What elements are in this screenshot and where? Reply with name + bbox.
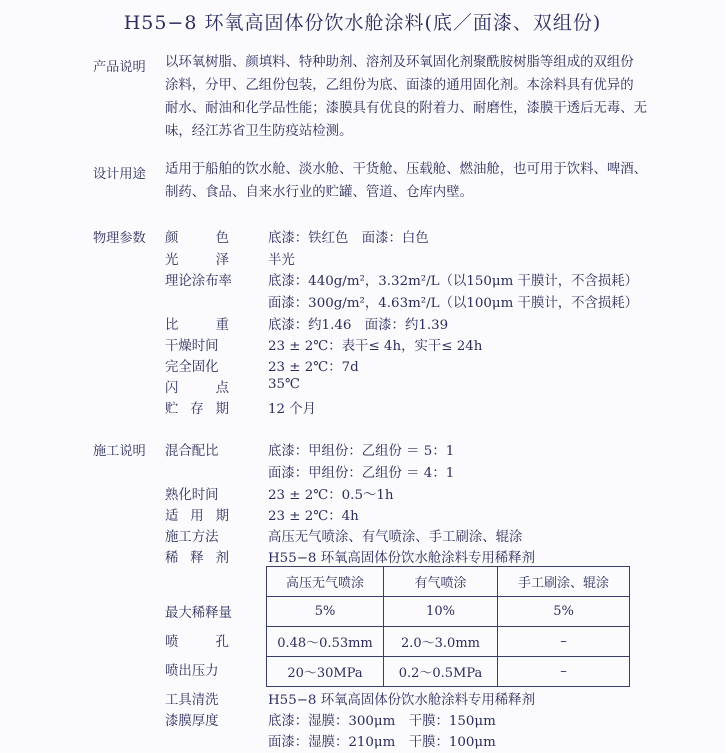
tail-key: 工具清洗 — [165, 693, 219, 708]
table-row — [267, 597, 630, 627]
app-value: 面漆：甲组份：乙组份 ＝ 4：1 — [268, 466, 455, 481]
param-value: 23 ± 2℃：7d — [268, 360, 359, 375]
tail-value: H55−8 环氧高固体份饮水舱涂料专用稀释剂 — [268, 693, 535, 708]
table-header-cell: 有气喷涂 — [384, 567, 498, 597]
table-header-cell: 高压无气喷涂 — [267, 567, 384, 597]
table-cell: 2.0～3.0mm — [384, 627, 498, 657]
table-cell: 5% — [267, 597, 384, 627]
app-value: 高压无气喷涂、有气喷涂、手工刷涂、辊涂 — [268, 530, 523, 545]
app-value: 23 ± 2℃：0.5～1h — [268, 488, 394, 503]
app-value: 底漆：甲组份：乙组份 ＝ 5：1 — [268, 444, 455, 459]
table-header-cell: 手工刷涂、辊涂 — [498, 567, 630, 597]
param-value: 底漆：铁红色 面漆：白色 — [268, 231, 429, 246]
app-key: 施工方法 — [165, 530, 219, 545]
param-value: 面漆：300g/m²，4.63m²/L（以100μm 干膜计，不含损耗） — [268, 296, 639, 311]
table-cell: 10% — [384, 597, 498, 627]
table-cell: 0.2～0.5MPa — [384, 657, 498, 687]
table-cell: 20～30MPa — [267, 657, 384, 687]
dilution-table — [266, 566, 630, 687]
usage-description — [165, 158, 690, 204]
table-cell: 0.48～0.53mm — [267, 627, 384, 657]
product-description — [165, 51, 690, 143]
tail-key: 漆膜厚度 — [165, 714, 219, 729]
product-line: 味，经江苏省卫生防疫站检测。 — [165, 124, 353, 139]
section-label-physical: 物理参数 — [93, 231, 146, 246]
section-label-product: 产品说明 — [93, 60, 146, 75]
param-key: 光 泽 — [165, 253, 229, 268]
param-value: 半光 — [268, 253, 295, 268]
dilution-row-label: 最大稀释量 — [165, 606, 232, 621]
product-line: 以环氧树脂、颜填料、特种助剂、溶剂及环氧固化剂聚酰胺树脂等组成的双组份 — [165, 55, 634, 70]
product-line: 涂料，分甲、乙组份包装，乙组份为底、面漆的通用固化剂。本涂料具有优异的 — [165, 78, 634, 93]
usage-line: 制药、食品、自来水行业的贮罐、管道、仓库内壁。 — [165, 185, 473, 200]
app-value: H55−8 环氧高固体份饮水舱涂料专用稀释剂 — [268, 551, 535, 566]
param-value: 底漆：440g/m²，3.32m²/L（以150μm 干膜计，不含损耗） — [268, 274, 639, 289]
param-key: 完全固化 — [165, 360, 219, 375]
app-value: 23 ± 2℃：4h — [268, 509, 359, 524]
usage-line: 适用于船舶的饮水舱、淡水舱、干货舱、压载舱、燃油舱，也可用于饮料、啤酒、 — [165, 162, 648, 177]
table-cell: – — [498, 627, 630, 657]
param-key: 贮 存 期 — [165, 402, 229, 417]
param-value: 12 个月 — [268, 402, 317, 417]
product-line: 耐水、耐油和化学品性能；漆膜具有优良的附着力、耐磨性，漆膜干透后无毒、无 — [165, 101, 648, 116]
param-key: 比 重 — [165, 318, 229, 333]
app-key: 适 用 期 — [165, 509, 229, 524]
param-value: 23 ± 2℃：表干≤ 4h，实干≤ 24h — [268, 339, 483, 354]
dilution-row-label: 喷出压力 — [165, 664, 219, 679]
app-key: 稀 释 剂 — [165, 551, 229, 566]
param-value: 35℃ — [268, 377, 301, 392]
table-cell: – — [498, 657, 630, 687]
dilution-row-label: 喷 孔 — [165, 635, 229, 650]
param-key: 理论涂布率 — [165, 274, 232, 289]
table-row — [267, 657, 630, 687]
param-key: 干燥时间 — [165, 339, 219, 354]
section-label-usage: 设计用途 — [93, 167, 146, 182]
section-label-application: 施工说明 — [93, 444, 146, 459]
tail-value: 面漆：湿膜：210μm 干膜：100μm — [268, 735, 496, 750]
app-key: 熟化时间 — [165, 488, 219, 503]
param-value: 底漆：约1.46 面漆：约1.39 — [268, 318, 449, 333]
param-key: 颜 色 — [165, 231, 229, 246]
table-row — [267, 627, 630, 657]
table-header-row — [267, 567, 630, 597]
app-key: 混合配比 — [165, 444, 219, 459]
document-title: H55−8 环氧高固体份饮水舱涂料(底／面漆、双组份) — [123, 12, 602, 34]
param-key: 闪 点 — [165, 381, 229, 396]
table-cell: 5% — [498, 597, 630, 627]
tail-value: 底漆：湿膜：300μm 干膜：150μm — [268, 714, 496, 729]
